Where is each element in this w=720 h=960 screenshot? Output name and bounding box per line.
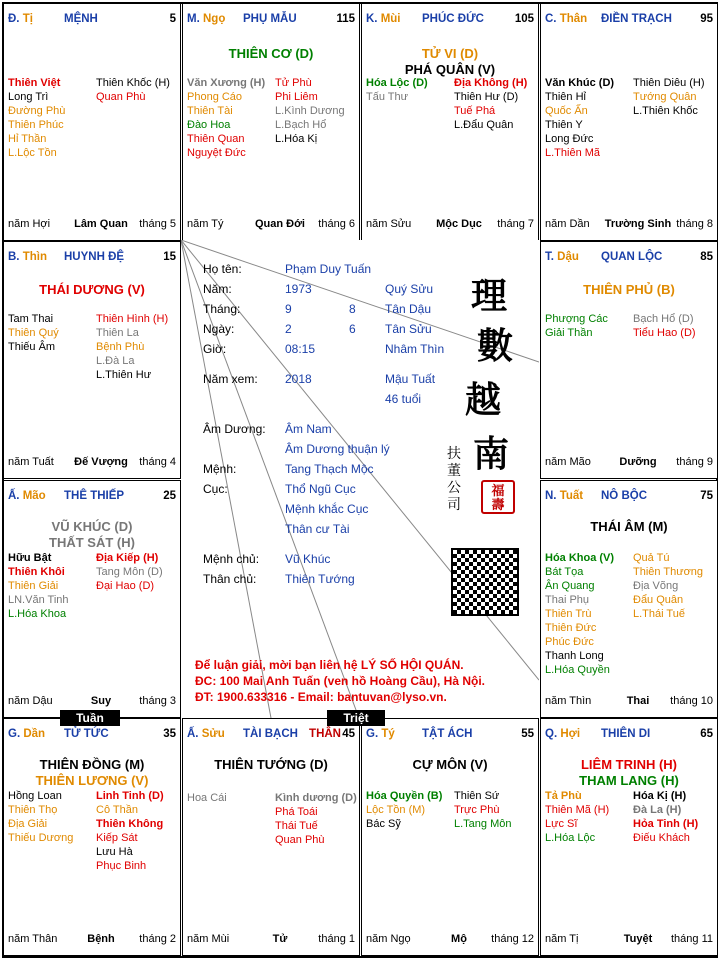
palace-header [545, 490, 713, 506]
palace-header [545, 728, 713, 744]
palace-name: TẬT ÁCH [422, 728, 473, 740]
palace-cell[interactable] [540, 241, 718, 479]
star-item: Thai Phụ [545, 594, 590, 606]
star-item: Phong Cáo [187, 91, 243, 103]
star-item: Tang Môn (D) [96, 566, 163, 578]
star-item: Tử Phù [275, 77, 312, 89]
star-item: Thiên Giải [8, 580, 59, 592]
palace-name: MỆNH [64, 13, 98, 25]
palace-month: tháng 12 [491, 933, 534, 945]
star-item: L.Hóa Khoa [8, 608, 67, 620]
star-item: Tướng Quân [633, 91, 697, 103]
palace-age: 85 [700, 251, 713, 263]
star-item: Kiếp Sát [96, 832, 138, 844]
star-item: Thiếu Dương [8, 832, 74, 844]
star-item: Tuế Phá [454, 105, 496, 117]
palace-header [545, 13, 713, 29]
palace-name: PHỤ MẪU [243, 13, 297, 25]
palace-year: năm Mùi [187, 933, 230, 945]
palace-footer [366, 218, 534, 232]
star-item: Địa Giải [8, 818, 48, 830]
palace-name: HUYNH ĐỆ [64, 251, 125, 263]
palace-header [8, 728, 176, 744]
star-item: Thiên Diêu (H) [633, 77, 705, 89]
star-item: Hóa Lộc (D) [366, 77, 428, 89]
star-item: LN.Văn Tinh [8, 594, 69, 606]
palace-age: 5 [169, 13, 176, 25]
palace-cell[interactable] [182, 718, 360, 956]
main-star: LIÊM TRINH (H) [580, 757, 678, 772]
palace-position: Q. Hợi [545, 728, 581, 740]
palace-stage: Tuyệt [623, 933, 653, 945]
palace-footer [545, 695, 713, 709]
star-item: L.Thiên Khốc [633, 105, 698, 117]
palace-name: PHÚC ĐỨC [422, 13, 484, 25]
star-item: L.Bạch Hổ [275, 119, 327, 131]
info-cuc-2: Mệnh khắc Cục [285, 502, 369, 516]
star-item: L.Hóa Kị [275, 133, 318, 145]
palace-header [187, 13, 355, 29]
palace-age: 65 [700, 728, 713, 740]
palace-position: G. Dần [8, 728, 46, 740]
star-item: L.Hóa Quyền [545, 664, 610, 676]
star-item: Thiên Thương [633, 566, 704, 578]
palace-stage: Lâm Quan [74, 218, 128, 230]
brand-small-text [447, 446, 463, 514]
star-item: Địa Kiếp (H) [96, 552, 159, 564]
star-item: Phá Toái [275, 806, 318, 818]
palace-month: tháng 11 [670, 933, 713, 945]
palace-position: T. Dậu [545, 251, 579, 263]
star-item: Long Đức [545, 133, 594, 145]
star-item: Lực Sĩ [545, 818, 578, 830]
red-seal-stamp: 福 壽 [481, 480, 515, 514]
palace-footer [8, 456, 176, 470]
palace-footer [187, 933, 355, 947]
star-item: Địa Không (H) [454, 77, 528, 89]
star-item: Hoa Cái [187, 792, 227, 804]
star-item: Địa Võng [633, 580, 679, 592]
palace-footer [545, 456, 713, 470]
star-item: Tả Phù [545, 790, 582, 802]
palace-position: Ấ. Mão [8, 490, 46, 502]
main-star: VŨ KHÚC (D) [51, 519, 133, 534]
palace-age: 15 [163, 251, 176, 263]
brand-small-char: 司 [447, 497, 461, 513]
star-item: Thanh Long [545, 650, 604, 662]
star-item: Hỏa Tinh (H) [633, 818, 699, 830]
contact-line-1: Để luận giải, mời bạn liên hệ LÝ SỐ HỘI QUÁN. [195, 658, 464, 672]
star-item: Quả Tú [633, 552, 670, 564]
main-star: THIÊN LƯƠNG (V) [35, 773, 149, 788]
main-star: THIÊN ĐỒNG (M) [39, 757, 145, 772]
palace-year: năm Thân [8, 933, 58, 945]
palace-age: 35 [163, 728, 176, 740]
star-item: Kình dương (D) [275, 792, 357, 804]
palace-stage: Quan Đới [255, 218, 305, 230]
star-item: L.Hóa Lộc [545, 832, 596, 844]
palace-footer [8, 695, 176, 709]
star-item: Thiên Khôi [8, 566, 65, 578]
star-item: Trực Phù [454, 804, 500, 816]
brand-small-char: 公 [447, 480, 461, 496]
palace-year: năm Sửu [366, 218, 412, 230]
star-item: Bạch Hổ (D) [633, 313, 694, 325]
palace-stage: Bệnh [87, 933, 115, 945]
star-item: Quốc Ấn [545, 105, 588, 117]
palace-position: G. Tý [366, 728, 395, 740]
palace-month: tháng 10 [670, 695, 713, 707]
palace-stage: Mộ [451, 933, 467, 945]
palace-footer [366, 933, 534, 947]
palace-cell[interactable] [540, 3, 718, 241]
star-item: Đẩu Quân [633, 594, 684, 606]
palace-position: N. Tuất [545, 490, 584, 502]
triet-marker: Triệt [327, 710, 385, 726]
center-panel: Họ tên: Phạm Duy Tuấn Năm: 1973 Quý Sửu Tháng: 9 8 Tân Dậu Ngày: 2 6 Tân Sửu Giờ: 08:15 Nhâm Thìn Năm xem: 2018 Mậu Tuất 46 tuổi Âm Dương: Âm Nam Âm Dương thuận lý Mệnh: Tang Thạch Mộc Cục: Thổ Ngũ Cục Mệnh khắc Cục Thân cư Tài Mệnh chủ: Vũ Khúc Thân chủ: Thiên Tướng 理 數 越 南 扶 董 公 司 福 壽 Để luận giải, mời bạn liên hệ LÝ SỐ HỘI QUÁN. ĐC: 100 Mai Anh Tuấn (ven hồ Hoàng Cầu), Hà Nội. ĐT: 1900.633316 - Email: bantuvan@lyso.vn. [181, 240, 539, 718]
palace-year: năm Tuất [8, 456, 54, 468]
star-item: Long Trì [8, 91, 49, 103]
palace-cell[interactable] [361, 3, 539, 241]
palace-footer [545, 933, 713, 947]
star-item: Bát Tọa [545, 566, 584, 578]
star-item: Thiên Hình (H) [96, 313, 169, 325]
palace-stage: Mộc Dục [436, 218, 482, 230]
star-item: Điếu Khách [633, 832, 690, 844]
star-item: Lưu Hà [96, 846, 133, 858]
star-item: Nguyệt Đức [187, 147, 246, 159]
star-item: Thiên Quý [8, 327, 59, 339]
palace-header [366, 728, 534, 744]
qr-code[interactable] [451, 548, 519, 616]
palace-cell[interactable] [540, 718, 718, 956]
tuan-marker: Tuần [60, 710, 120, 726]
star-item: Hữu Bật [8, 552, 52, 564]
star-item: Tiểu Hao (D) [633, 327, 696, 339]
palace-position: Ấ. Sửu [187, 728, 225, 740]
star-item: Thiếu Âm [8, 341, 56, 353]
palace-position: C. Thân [545, 13, 588, 25]
star-item: Thiên Khốc (H) [96, 77, 170, 89]
star-item: Lộc Tồn (M) [366, 804, 426, 816]
star-item: L.Thiên Mã [545, 147, 601, 159]
palace-age: 95 [700, 13, 713, 25]
palace-age: 105 [514, 13, 534, 25]
palace-year: năm Tị [545, 933, 579, 945]
star-item: Đào Hoa [187, 119, 231, 131]
main-star: THÁI ÂM (M) [590, 519, 668, 534]
palace-position: Đ. Tị [8, 13, 33, 25]
main-star: PHÁ QUÂN (V) [404, 62, 496, 77]
contact-address: ĐC: 100 Mai Anh Tuấn (ven hồ Hoàng Cầu), Hà Nội. [195, 674, 486, 688]
palace-year: năm Dần [545, 218, 590, 230]
palace-stage: Thai [626, 695, 650, 707]
star-item: Thiên Không [96, 818, 164, 830]
palace-position: B. Thìn [8, 251, 47, 263]
palace-header [187, 728, 355, 744]
main-star: THIÊN TƯỚNG (D) [214, 757, 328, 772]
palace-month: tháng 7 [497, 218, 534, 230]
star-item: Thiên Phúc [8, 119, 64, 131]
palace-age: 115 [336, 13, 355, 25]
palace-name: ĐIỀN TRẠCH [601, 13, 672, 25]
palace-age: 75 [700, 490, 713, 502]
palace-name: TỬ TỨC [64, 728, 109, 740]
palace-year: năm Ngọ [366, 933, 411, 945]
star-item: L.Thiên Hư [96, 369, 152, 381]
main-star: THIÊN CƠ (D) [228, 46, 314, 61]
palace-age: 45 [342, 728, 355, 740]
star-item: Phục Binh [96, 860, 147, 872]
main-star: TỬ VI (D) [421, 46, 479, 61]
star-item: Thiên Hỉ [545, 91, 586, 103]
palace-year: năm Mão [545, 456, 591, 468]
star-item: Thiên Việt [8, 77, 61, 89]
palace-month: tháng 4 [139, 456, 176, 468]
palace-name: NÔ BỘC [601, 490, 647, 502]
palace-year: năm Dậu [8, 695, 53, 707]
palace-stage: Trường Sinh [604, 218, 672, 230]
star-item: L.Đẩu Quân [454, 119, 514, 131]
star-item: Hóa Khoa (V) [545, 552, 615, 564]
star-item: Thái Tuế [275, 820, 318, 832]
palace-cell[interactable] [3, 241, 181, 479]
star-item: Hóa Kị (H) [633, 790, 687, 802]
main-star: THIÊN PHỦ (B) [583, 282, 675, 297]
star-item: Đà La (H) [633, 804, 682, 816]
palace-footer [8, 933, 176, 947]
star-item: Phượng Các [545, 313, 608, 325]
main-star: THÁI DƯƠNG (V) [39, 282, 145, 297]
palace-month: tháng 2 [139, 933, 176, 945]
palace-stage: Suy [90, 695, 112, 707]
star-item: L.Thái Tuế [633, 608, 685, 620]
info-amduong-2: Âm Dương thuận lý [285, 442, 390, 456]
palace-cell[interactable] [361, 718, 539, 956]
brand-calligraphy-1: 理 [471, 275, 508, 317]
star-item: Cô Thần [96, 804, 138, 816]
palace-cell[interactable] [182, 3, 360, 241]
star-item: L.Kình Dương [275, 105, 345, 117]
star-item: Quan Phù [96, 91, 146, 103]
main-star: THAM LANG (H) [579, 773, 679, 788]
main-star: CỰ MÔN (V) [412, 757, 488, 772]
palace-header [8, 490, 176, 506]
palace-year: năm Thìn [545, 695, 592, 707]
star-item: Thiên Trù [545, 608, 592, 620]
palace-name: TÀI BẠCH [243, 728, 298, 740]
star-item: Thiên Hư (D) [454, 91, 519, 103]
palace-name: QUAN LỘC [601, 251, 663, 263]
star-item: Văn Xương (H) [187, 77, 266, 89]
star-item: Bệnh Phù [96, 341, 145, 353]
palace-stage: Dưỡng [619, 456, 657, 468]
palace-cell[interactable] [3, 718, 181, 956]
main-star: THẤT SÁT (H) [49, 535, 135, 550]
palace-year: năm Hợi [8, 218, 51, 230]
star-item: Hỉ Thần [8, 133, 47, 145]
palace-header [366, 13, 534, 29]
brand-calligraphy-3: 越 [465, 379, 502, 421]
palace-position: M. Ngọ [187, 13, 226, 25]
star-item: Hóa Quyền (B) [366, 790, 443, 802]
star-item: Ân Quang [545, 580, 595, 592]
palace-cell[interactable] [540, 480, 718, 718]
star-item: Giải Thần [545, 327, 593, 339]
palace-month: tháng 8 [676, 218, 713, 230]
palace-position: K. Mùi [366, 13, 401, 25]
star-item: L.Đà La [96, 355, 135, 367]
palace-name: THÊ THIẾP [64, 490, 125, 502]
than-tag: THÂN [309, 728, 341, 740]
brand-small-char: 董 [447, 463, 461, 479]
palace-name: THIÊN DI [601, 728, 651, 740]
palace-stage: Đế Vượng [74, 456, 128, 468]
palace-footer [545, 218, 713, 232]
star-item: Thiên Sứ [454, 790, 500, 802]
palace-header [8, 13, 176, 29]
star-item: Đại Hao (D) [96, 580, 155, 592]
star-item: L.Lộc Tồn [8, 147, 57, 159]
star-item: Văn Khúc (D) [545, 77, 615, 89]
brand-small-char: 扶 [447, 446, 461, 462]
palace-stage: Tử [272, 933, 288, 945]
palace-month: tháng 6 [318, 218, 355, 230]
star-item: Thiên Y [545, 119, 583, 131]
info-cuc-3: Thân cư Tài [285, 522, 350, 536]
info-age: 46 tuổi [385, 392, 422, 406]
palace-age: 25 [163, 490, 176, 502]
star-item: Thiên Đức [545, 622, 597, 634]
palace-year: năm Tý [187, 218, 224, 230]
brand-calligraphy-2: 數 [477, 325, 514, 367]
star-item: Tam Thai [8, 313, 54, 325]
star-item: Thiên Quan [187, 133, 245, 145]
star-item: Thiên Tài [187, 105, 233, 117]
palace-footer [8, 218, 176, 232]
star-item: Tấu Thư [366, 91, 409, 103]
palace-header [545, 251, 713, 267]
palace-header [8, 251, 176, 267]
palace-month: tháng 5 [139, 218, 176, 230]
star-item: Thiên La [96, 327, 139, 339]
brand-calligraphy-4: 南 [473, 433, 510, 475]
star-item: Thiên Mã (H) [545, 804, 610, 816]
star-item: Phi Liêm [275, 91, 318, 103]
palace-footer [187, 218, 355, 232]
star-item: Linh Tinh (D) [96, 790, 164, 802]
palace-cell[interactable] [3, 480, 181, 718]
palace-month: tháng 1 [318, 933, 355, 945]
star-item: Phúc Đức [545, 636, 594, 648]
star-item: Thiên Thọ [8, 804, 58, 816]
palace-age: 55 [521, 728, 534, 740]
contact-phone-email: ĐT: 1900.633316 - Email: bantuvan@lyso.vn. [195, 690, 447, 704]
palace-month: tháng 9 [676, 456, 713, 468]
star-item: Hồng Loan [8, 790, 62, 802]
star-item: L.Tang Môn [454, 818, 512, 830]
palace-cell[interactable] [3, 3, 181, 241]
palace-month: tháng 3 [139, 695, 176, 707]
star-item: Bác Sỹ [366, 818, 401, 830]
star-item: Đường Phù [8, 105, 66, 117]
star-item: Quan Phù [275, 834, 325, 846]
